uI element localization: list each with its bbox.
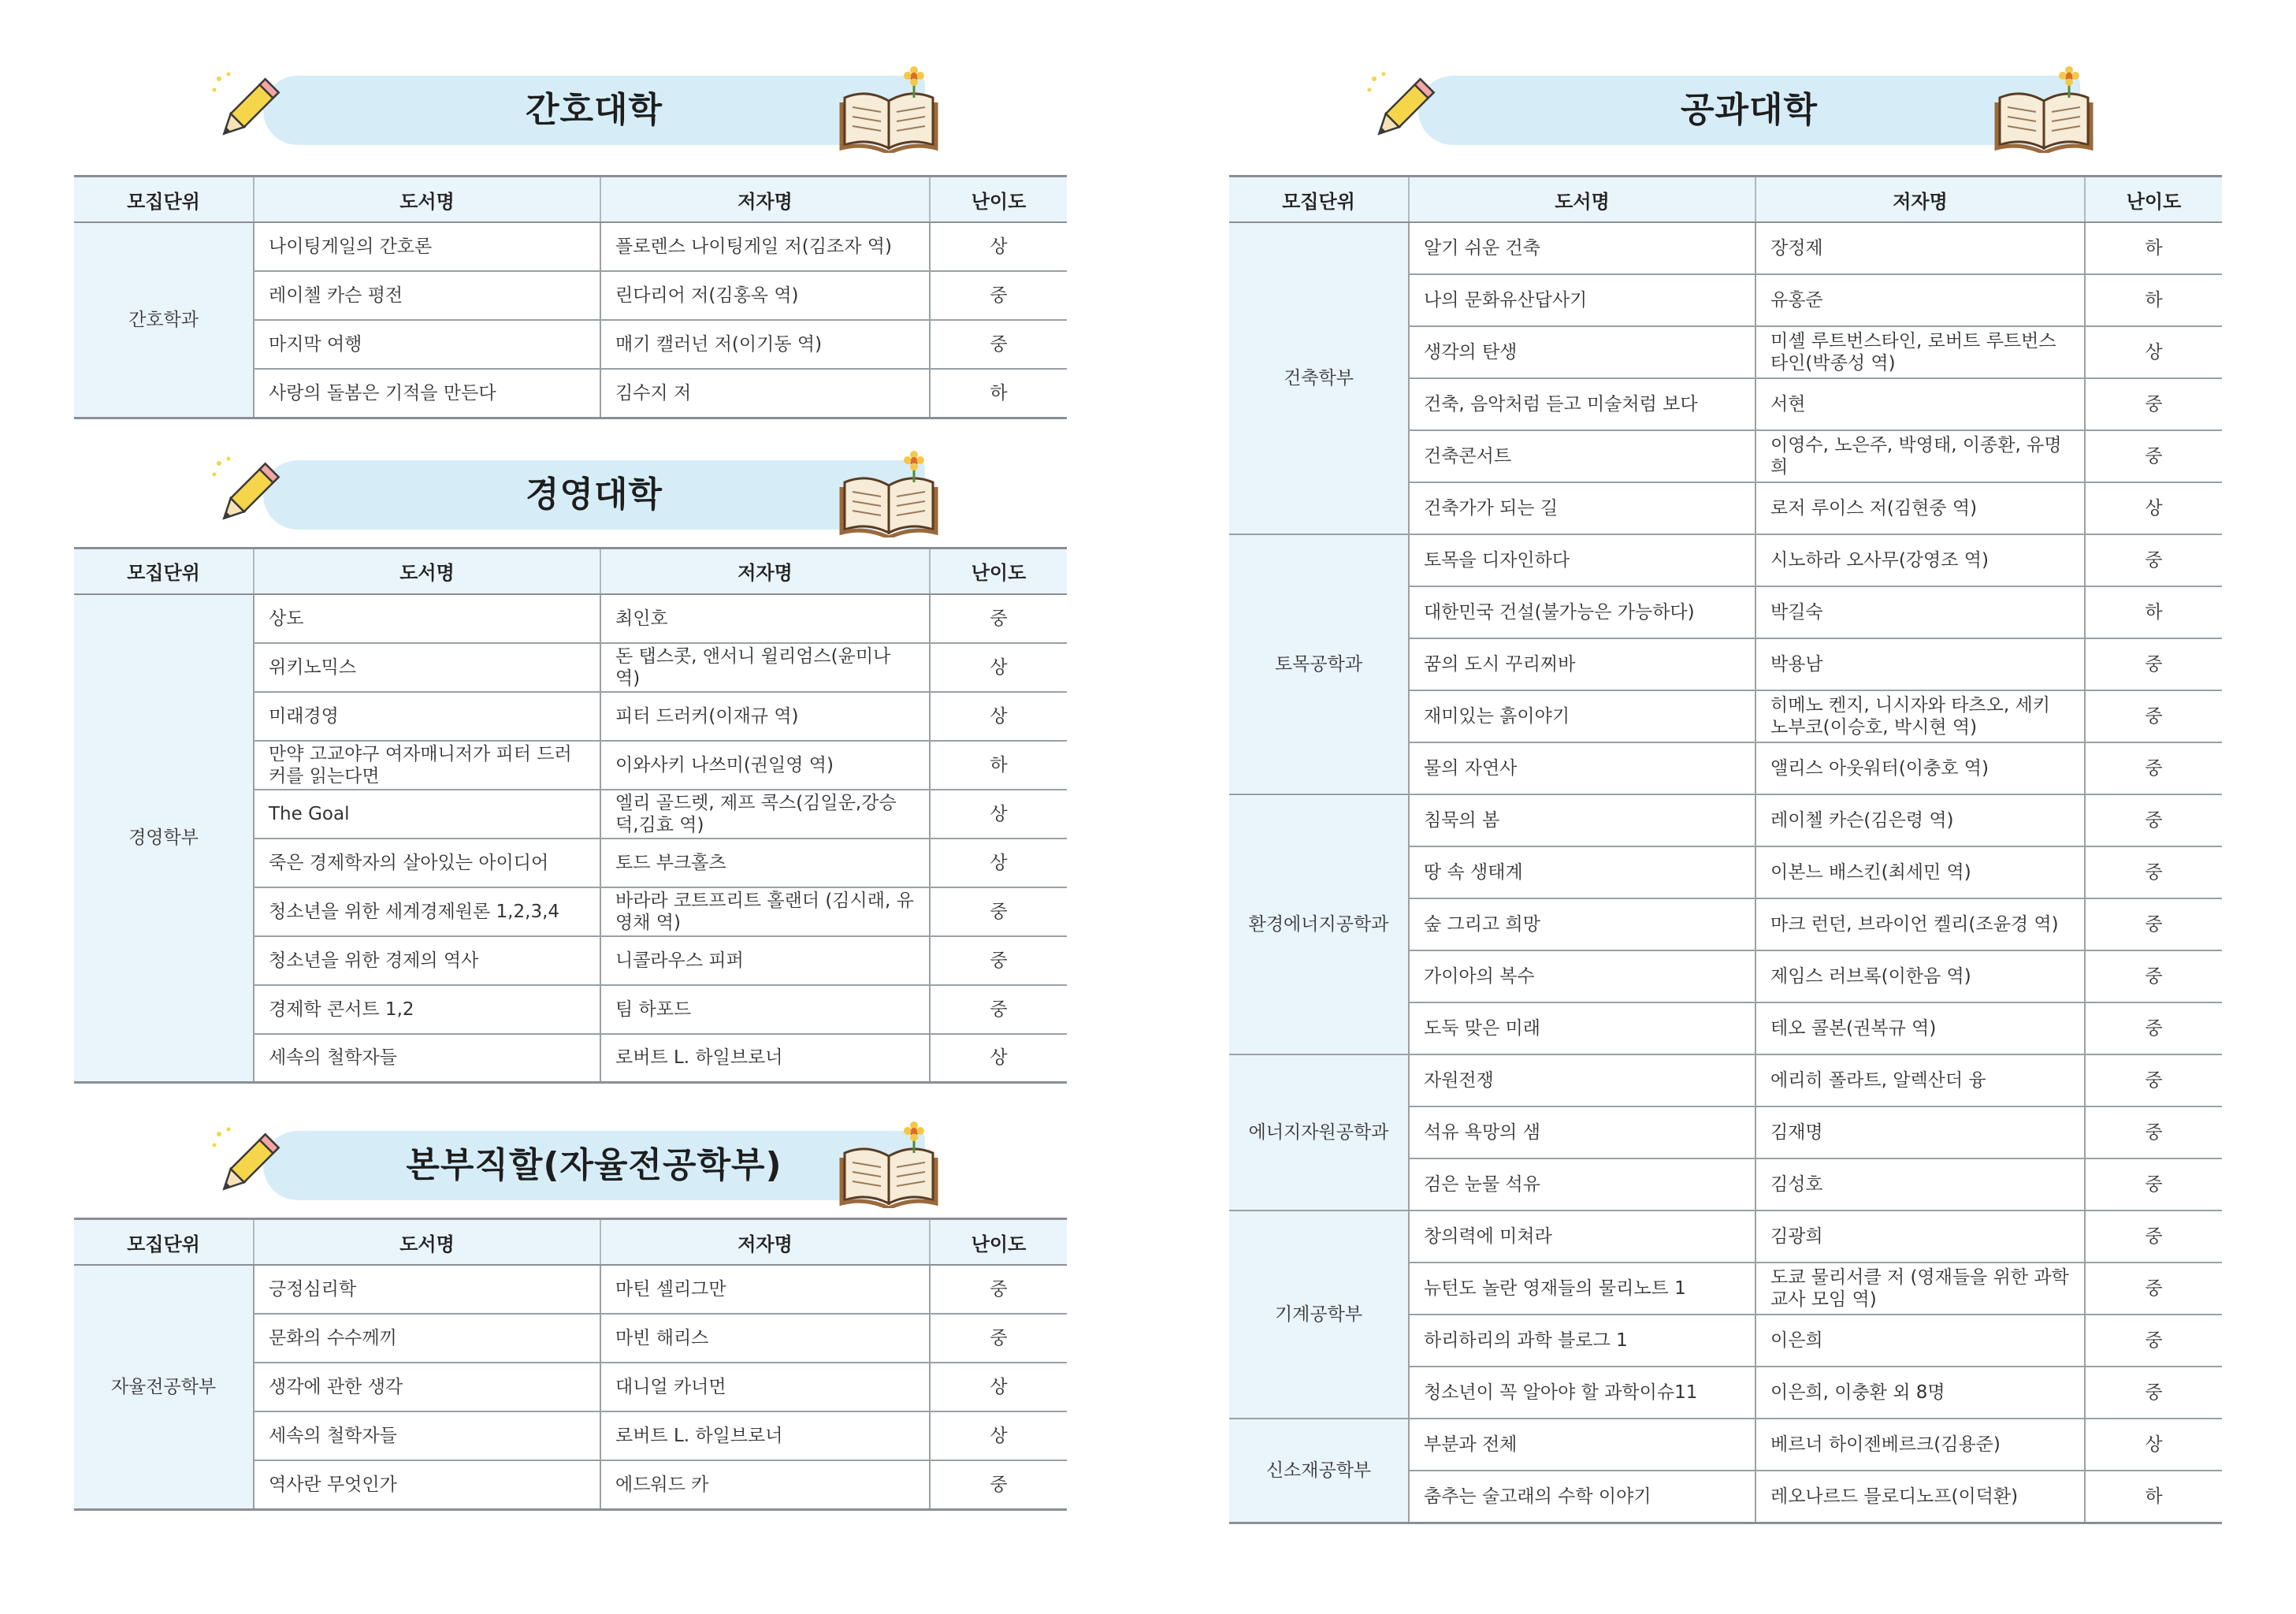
author-cell: 박길숙 (1755, 586, 2085, 638)
section-title: 본부직할(자율전공학부) (406, 1145, 782, 1185)
book-title-cell: 생각의 탄생 (1409, 326, 1755, 378)
unit-cell: 토목공학과 (1229, 534, 1409, 794)
book-title-cell: 생각에 관한 생각 (254, 1363, 600, 1411)
level-cell: 하 (2085, 222, 2222, 274)
book-icon (838, 66, 941, 153)
level-cell: 중 (2085, 1054, 2222, 1106)
level-cell: 상 (930, 1411, 1067, 1460)
book-title-cell: 레이첼 카슨 평전 (254, 271, 600, 320)
book-title-cell: 물의 자연사 (1409, 742, 1755, 794)
author-cell: 이은희 (1755, 1315, 2085, 1367)
table-row (74, 222, 1067, 271)
engineering-table (1229, 175, 2222, 1524)
author-cell: 박용남 (1755, 638, 2085, 690)
nursing-table (74, 175, 1067, 419)
author-cell: 피터 드러커(이재규 역) (600, 692, 930, 741)
author-cell: 이영수, 노은주, 박영태, 이종환, 유명희 (1755, 430, 2085, 482)
level-cell: 중 (930, 936, 1067, 985)
header-author: 저자명 (1755, 177, 2085, 223)
header-book: 도서명 (254, 548, 600, 594)
section-title: 간호대학 (525, 90, 663, 130)
level-cell: 중 (930, 1460, 1067, 1509)
table-row (74, 1265, 1067, 1314)
header-book: 도서명 (254, 177, 600, 223)
liberal-banner (74, 1131, 1067, 1218)
nursing-banner (74, 76, 1067, 162)
unit-cell: 간호학과 (74, 222, 254, 418)
business-table (74, 547, 1067, 1084)
level-cell: 중 (2085, 534, 2222, 586)
book-title-cell: 건축가가 되는 길 (1409, 482, 1755, 534)
author-cell: 김성호 (1755, 1158, 2085, 1210)
book-title-cell: 미래경영 (254, 692, 600, 741)
author-cell: 린다리어 저(김홍옥 역) (600, 271, 930, 320)
author-cell: 에드워드 카 (600, 1460, 930, 1509)
book-title-cell: 죽은 경제학자의 살아있는 아이디어 (254, 839, 600, 887)
book-title-cell: 꿈의 도시 꾸리찌바 (1409, 638, 1755, 690)
book-title-cell: 도둑 맞은 미래 (1409, 1002, 1755, 1054)
header-author: 저자명 (600, 1219, 930, 1266)
book-title-cell: 부분과 전체 (1409, 1419, 1755, 1471)
author-cell: 제임스 러브록(이한음 역) (1755, 950, 2085, 1002)
book-icon (838, 1121, 941, 1208)
author-cell: 시노하라 오사무(강영조 역) (1755, 534, 2085, 586)
level-cell: 중 (2085, 1158, 2222, 1210)
author-cell: 미셸 루트번스타인, 로버트 루트번스타인(박종성 역) (1755, 326, 2085, 378)
book-title-cell: 마지막 여행 (254, 320, 600, 369)
table-row (1229, 1054, 2222, 1106)
book-title-cell: 청소년을 위한 경제의 역사 (254, 936, 600, 985)
author-cell: 유홍준 (1755, 274, 2085, 326)
book-title-cell: 대한민국 건설(불가능은 가능하다) (1409, 586, 1755, 638)
header-book: 도서명 (1409, 177, 1755, 223)
level-cell: 중 (2085, 1002, 2222, 1054)
book-title-cell: 토목을 디자인하다 (1409, 534, 1755, 586)
book-title-cell: 석유 욕망의 샘 (1409, 1106, 1755, 1158)
business-banner (74, 460, 1067, 547)
level-cell: 중 (2085, 846, 2222, 898)
header-unit: 모집단위 (74, 177, 254, 223)
author-cell: 김재명 (1755, 1106, 2085, 1158)
level-cell: 중 (2085, 1210, 2222, 1263)
table-row (1229, 222, 2222, 274)
header-unit: 모집단위 (74, 548, 254, 594)
book-title-cell: 위키노믹스 (254, 643, 600, 692)
author-cell: 이와사키 나쓰미(권일영 역) (600, 741, 930, 790)
level-cell: 상 (930, 790, 1067, 839)
level-cell: 중 (2085, 638, 2222, 690)
book-title-cell: 검은 눈물 석유 (1409, 1158, 1755, 1210)
level-cell: 하 (2085, 1471, 2222, 1523)
author-cell: 이본느 배스킨(최세민 역) (1755, 846, 2085, 898)
level-cell: 상 (930, 692, 1067, 741)
author-cell: 바라라 코트프리트 홀랜더 (김시래, 유영채 역) (600, 887, 930, 936)
author-cell: 레오나르드 믈로디노프(이덕환) (1755, 1471, 2085, 1523)
engineering-banner (1229, 76, 2222, 162)
level-cell: 상 (930, 643, 1067, 692)
book-title-cell: 문화의 수수께끼 (254, 1314, 600, 1363)
table-row (1229, 1210, 2222, 1263)
book-title-cell: 긍정심리학 (254, 1265, 600, 1314)
book-title-cell: 청소년이 꼭 알아야 할 과학이슈11 (1409, 1367, 1755, 1419)
book-title-cell: 청소년을 위한 세계경제원론 1,2,3,4 (254, 887, 600, 936)
book-title-cell: 재미있는 흙이야기 (1409, 690, 1755, 742)
level-cell: 중 (930, 985, 1067, 1034)
level-cell: 상 (2085, 1419, 2222, 1471)
book-title-cell: 침묵의 봄 (1409, 794, 1755, 846)
level-cell: 하 (930, 369, 1067, 418)
book-title-cell: 뉴턴도 놀란 영재들의 물리노트 1 (1409, 1263, 1755, 1315)
header-level: 난이도 (930, 1219, 1067, 1266)
book-title-cell: 하리하리의 과학 블로그 1 (1409, 1315, 1755, 1367)
level-cell: 중 (2085, 1367, 2222, 1419)
book-title-cell: 상도 (254, 594, 600, 643)
table-row (1229, 1419, 2222, 1471)
author-cell: 로저 루이스 저(김현중 역) (1755, 482, 2085, 534)
author-cell: 팀 하포드 (600, 985, 930, 1034)
level-cell: 중 (2085, 690, 2222, 742)
table-row (1229, 534, 2222, 586)
author-cell: 마크 런던, 브라이언 켈리(조윤경 역) (1755, 898, 2085, 950)
book-title-cell: 건축콘서트 (1409, 430, 1755, 482)
level-cell: 중 (2085, 898, 2222, 950)
right-column (1229, 0, 2222, 1524)
level-cell: 중 (930, 1265, 1067, 1314)
level-cell: 하 (930, 741, 1067, 790)
level-cell: 중 (2085, 378, 2222, 430)
table-row (74, 594, 1067, 643)
left-column (74, 0, 1067, 1511)
author-cell: 이은희, 이충환 외 8명 (1755, 1367, 2085, 1419)
level-cell: 하 (2085, 274, 2222, 326)
book-title-cell: 사랑의 돌봄은 기적을 만든다 (254, 369, 600, 418)
author-cell: 테오 콜본(권복규 역) (1755, 1002, 2085, 1054)
level-cell: 중 (2085, 742, 2222, 794)
book-title-cell: 숲 그리고 희망 (1409, 898, 1755, 950)
level-cell: 중 (2085, 950, 2222, 1002)
book-title-cell: 창의력에 미쳐라 (1409, 1210, 1755, 1263)
author-cell: 마빈 해리스 (600, 1314, 930, 1363)
book-title-cell: 세속의 철학자들 (254, 1411, 600, 1460)
author-cell: 에리히 폴라트, 알렉산더 융 (1755, 1054, 2085, 1106)
author-cell: 히메노 켄지, 니시자와 타츠오, 세키 노부코(이승호, 박시현 역) (1755, 690, 2085, 742)
book-title-cell: 세속의 철학자들 (254, 1034, 600, 1083)
level-cell: 상 (2085, 482, 2222, 534)
level-cell: 상 (930, 1363, 1067, 1411)
unit-cell: 에너지자원공학과 (1229, 1054, 1409, 1210)
book-title-cell: 춤추는 술고래의 수학 이야기 (1409, 1471, 1755, 1523)
header-level: 난이도 (2085, 177, 2222, 223)
author-cell: 김수지 저 (600, 369, 930, 418)
book-title-cell: 경제학 콘서트 1,2 (254, 985, 600, 1034)
level-cell: 중 (2085, 430, 2222, 482)
header-unit: 모집단위 (74, 1219, 254, 1266)
author-cell: 베르너 하이젠베르크(김용준) (1755, 1419, 2085, 1471)
header-author: 저자명 (600, 177, 930, 223)
header-level: 난이도 (930, 177, 1067, 223)
author-cell: 로버트 L. 하일브로너 (600, 1411, 930, 1460)
book-icon (1993, 66, 2096, 153)
book-title-cell: 건축, 음악처럼 듣고 미술처럼 보다 (1409, 378, 1755, 430)
unit-cell: 신소재공학부 (1229, 1419, 1409, 1523)
unit-cell: 건축학부 (1229, 222, 1409, 534)
unit-cell: 기계공학부 (1229, 1210, 1409, 1419)
book-title-cell: 알기 쉬운 건축 (1409, 222, 1755, 274)
level-cell: 중 (930, 320, 1067, 369)
level-cell: 중 (2085, 1263, 2222, 1315)
header-book: 도서명 (254, 1219, 600, 1266)
level-cell: 중 (930, 594, 1067, 643)
author-cell: 도쿄 물리서클 저 (영재들을 위한 과학교사 모임 역) (1755, 1263, 2085, 1315)
book-title-cell: 자원전쟁 (1409, 1054, 1755, 1106)
author-cell: 토드 부크홀츠 (600, 839, 930, 887)
book-title-cell: 가이아의 복수 (1409, 950, 1755, 1002)
level-cell: 중 (2085, 1315, 2222, 1367)
author-cell: 로버트 L. 하일브로너 (600, 1034, 930, 1083)
level-cell: 중 (930, 1314, 1067, 1363)
book-title-cell: 역사란 무엇인가 (254, 1460, 600, 1509)
section-title: 공과대학 (1680, 90, 1818, 130)
author-cell: 마틴 셀리그만 (600, 1265, 930, 1314)
table-row (1229, 794, 2222, 846)
author-cell: 서현 (1755, 378, 2085, 430)
author-cell: 장정제 (1755, 222, 2085, 274)
header-unit: 모집단위 (1229, 177, 1409, 223)
author-cell: 니콜라우스 피퍼 (600, 936, 930, 985)
level-cell: 상 (930, 1034, 1067, 1083)
level-cell: 하 (2085, 586, 2222, 638)
author-cell: 레이첼 카슨(김은령 역) (1755, 794, 2085, 846)
unit-cell: 자율전공학부 (74, 1265, 254, 1509)
header-author: 저자명 (600, 548, 930, 594)
author-cell: 앨리스 아웃워터(이충호 역) (1755, 742, 2085, 794)
level-cell: 상 (930, 839, 1067, 887)
author-cell: 엘리 골드렛, 제프 콕스(김일운,강승덕,김효 역) (600, 790, 930, 839)
level-cell: 중 (930, 271, 1067, 320)
author-cell: 김광희 (1755, 1210, 2085, 1263)
level-cell: 상 (930, 222, 1067, 271)
level-cell: 상 (2085, 326, 2222, 378)
book-title-cell: 나이팅게일의 간호론 (254, 222, 600, 271)
author-cell: 매기 캘러넌 저(이기동 역) (600, 320, 930, 369)
book-icon (838, 451, 941, 537)
author-cell: 최인호 (600, 594, 930, 643)
author-cell: 대니얼 카너먼 (600, 1363, 930, 1411)
level-cell: 중 (930, 887, 1067, 936)
book-title-cell: The Goal (254, 790, 600, 839)
author-cell: 플로렌스 나이팅게일 저(김조자 역) (600, 222, 930, 271)
level-cell: 중 (2085, 794, 2222, 846)
book-title-cell: 땅 속 생태계 (1409, 846, 1755, 898)
header-level: 난이도 (930, 548, 1067, 594)
liberal-table (74, 1218, 1067, 1511)
book-title-cell: 만약 고교야구 여자매니저가 피터 드러커를 읽는다면 (254, 741, 600, 790)
unit-cell: 환경에너지공학과 (1229, 794, 1409, 1054)
author-cell: 돈 탭스콧, 앤서니 윌리엄스(윤미나 역) (600, 643, 930, 692)
book-title-cell: 나의 문화유산답사기 (1409, 274, 1755, 326)
unit-cell: 경영학부 (74, 594, 254, 1083)
level-cell: 중 (2085, 1106, 2222, 1158)
section-title: 경영대학 (525, 474, 663, 515)
